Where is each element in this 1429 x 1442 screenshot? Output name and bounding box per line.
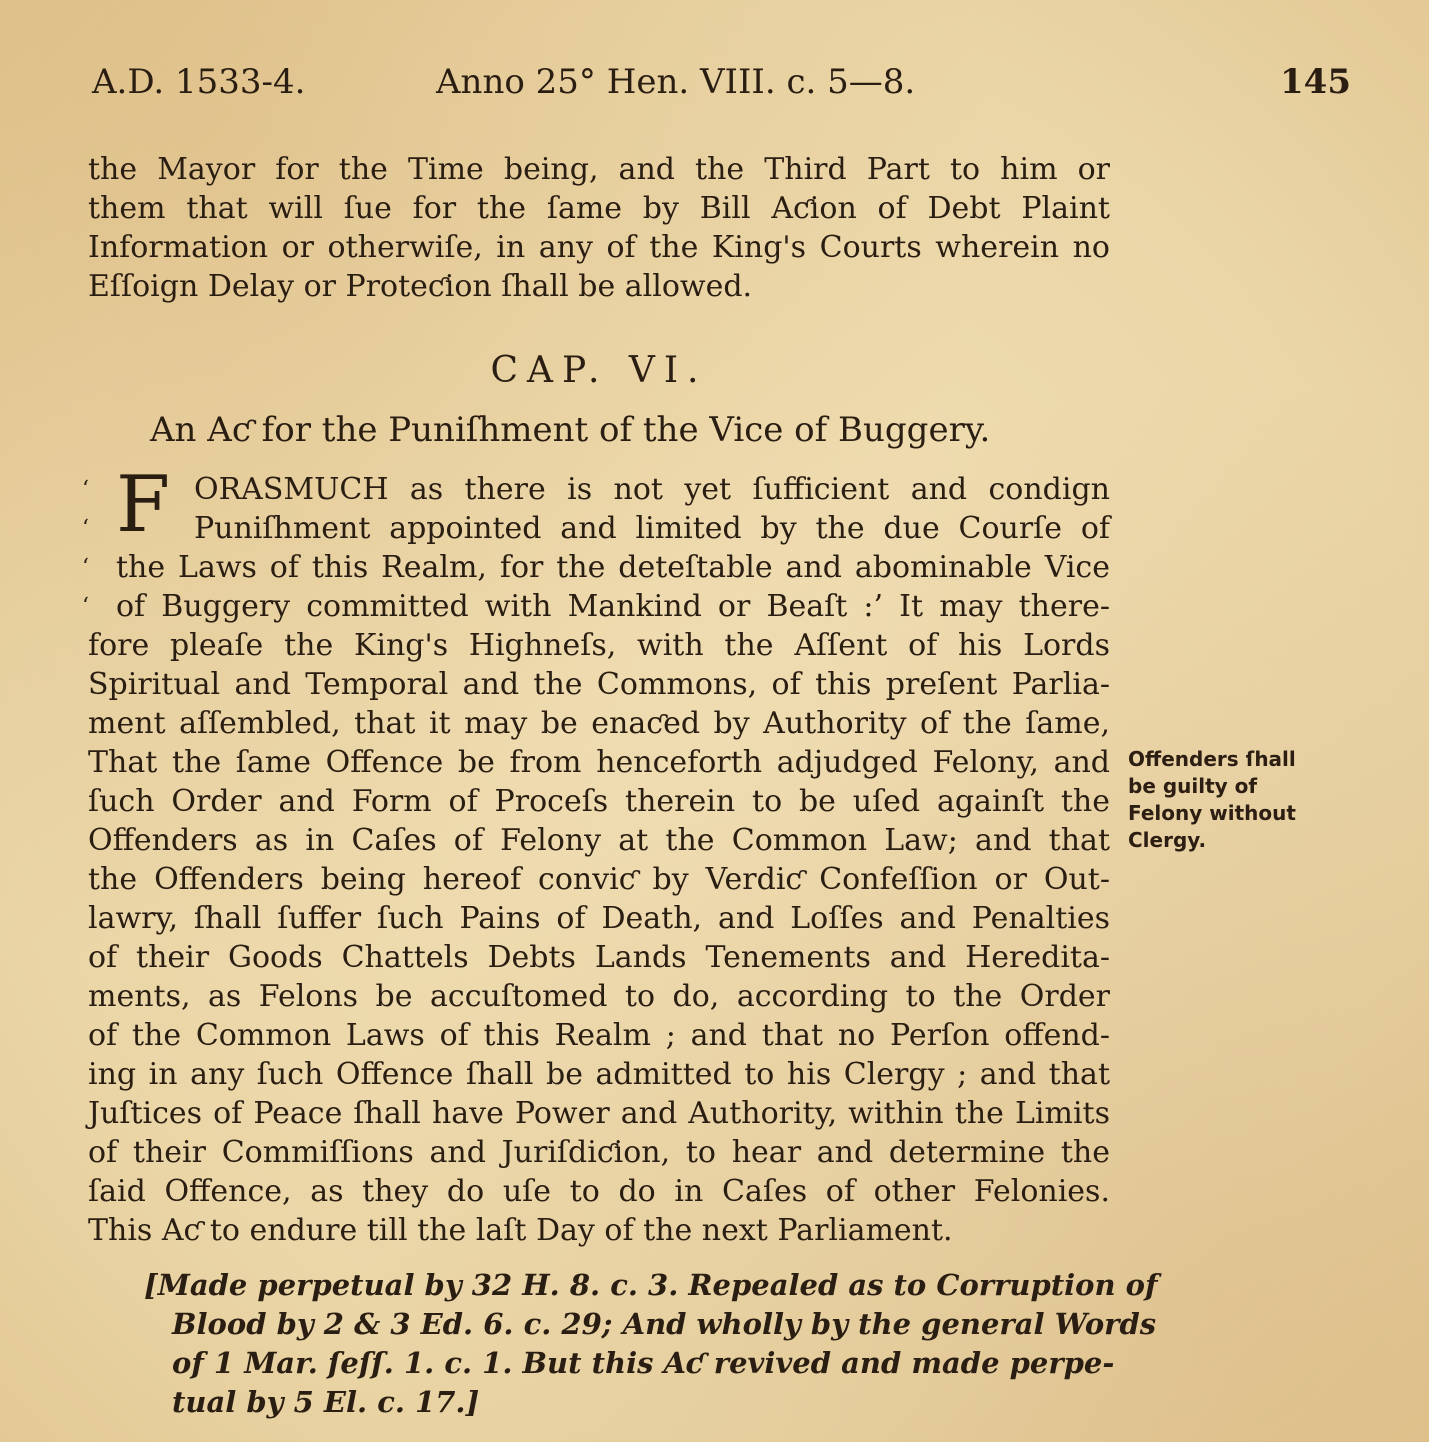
margin-note-line: Clergy.: [1128, 828, 1207, 852]
text-line: lawry, ſhall ſuffer ſuch Pains of Death, and Loſſes and Penalties: [88, 901, 1110, 936]
text-line: Information or otherwiſe, in any of the King's Courts wherein no: [88, 230, 1110, 265]
text-line: the Mayor for the Time being, and the Third Part to him or: [88, 152, 1110, 187]
quote-mark: ‘: [82, 555, 89, 580]
text-line: them that will ſue for the ſame by Bill Aƈion of Debt Plaint: [88, 191, 1110, 226]
quote-mark: ‘: [82, 594, 89, 619]
act-title: An Aƈ for the Puniſhment of the Vice of Buggery.: [150, 410, 991, 450]
text-line: ORASMUCH as there is not yet ſufficient and condign: [194, 472, 1110, 507]
text-line: ment aſſembled, that it may be enaƈed by Authority of the ſame,: [88, 706, 1110, 741]
text-line: Offenders as in Caſes of Felony at the Common Law; and that: [88, 823, 1110, 858]
header-year: A.D. 1533-4.: [92, 62, 306, 102]
running-header: [88, 62, 1351, 112]
chapter-heading: CAP. VI.: [490, 350, 708, 391]
text-line: of their Commiſſions and Juriſdiƈion, to hear and determine the: [88, 1135, 1110, 1170]
text-line: of Buggery committed with Mankind or Beaſt :’ It may there-: [116, 589, 1110, 624]
text-line: ments, as Felons be accuſtomed to do, according to the Order: [88, 979, 1110, 1014]
text-line: of their Goods Chattels Debts Lands Tenements and Heredita-: [88, 940, 1110, 975]
note-line: tual by 5 El. c. 17.]: [172, 1385, 480, 1419]
text-line: Spiritual and Temporal and the Commons, of this preſent Parlia-: [88, 667, 1110, 702]
quote-mark: ‘: [82, 516, 89, 541]
text-line: This Aƈ to endure till the laſt Day of the next Parliament.: [88, 1213, 953, 1248]
note-line: Blood by 2 & 3 Ed. 6. c. 29; And wholly by the general Words: [172, 1307, 1157, 1341]
text-line: ſaid Offence, as they do uſe to do in Caſes of other Felonies.: [88, 1174, 1110, 1209]
drop-cap: F: [116, 460, 171, 550]
previous-chapter-ending: [88, 150, 1110, 306]
margin-note-line: Offenders ſhall: [1128, 747, 1296, 771]
act-body: [88, 470, 1110, 1250]
note-line: of 1 Mar. ſeſſ. 1. c. 1. But this Aƈ revived and made perpe-: [172, 1346, 1115, 1380]
quote-mark: ‘: [82, 477, 89, 502]
margin-note: [1128, 746, 1338, 854]
text-line: ſuch Order and Form of Proceſs therein to be uſed againſt the: [88, 784, 1110, 819]
text-line: the Offenders being hereof conviƈ by Verdiƈ Confeſſion or Out-: [88, 862, 1110, 897]
text-line: the Laws of this Realm, for the deteſtable and abominable Vice: [116, 550, 1110, 585]
editorial-note: [144, 1266, 1158, 1422]
text-line: ing in any ſuch Offence ſhall be admitted to his Clergy ; and that: [88, 1057, 1110, 1092]
text-line: fore pleaſe the King's Highneſs, with the Aſſent of his Lords: [88, 628, 1110, 663]
margin-note-line: Felony without: [1128, 801, 1296, 825]
text-line: Juſtices of Peace ſhall have Power and Authority, within the Limits: [88, 1096, 1110, 1131]
text-line: of the Common Laws of this Realm ; and that no Perſon offend-: [88, 1018, 1110, 1053]
header-statute: Anno 25° Hen. VIII. c. 5—8.: [436, 62, 916, 102]
note-line: [Made perpetual by 32 H. 8. c. 3. Repealed as to Corruption of: [144, 1268, 1158, 1302]
text-line: Eſſoign Delay or Proteƈion ſhall be allowed.: [88, 269, 753, 304]
margin-note-line: be guilty of: [1128, 774, 1258, 798]
text-line: Puniſhment appointed and limited by the due Courſe of: [194, 511, 1110, 546]
page-number: 145: [1280, 62, 1351, 102]
text-line: That the ſame Offence be from henceforth adjudged Felony, and: [88, 745, 1110, 780]
